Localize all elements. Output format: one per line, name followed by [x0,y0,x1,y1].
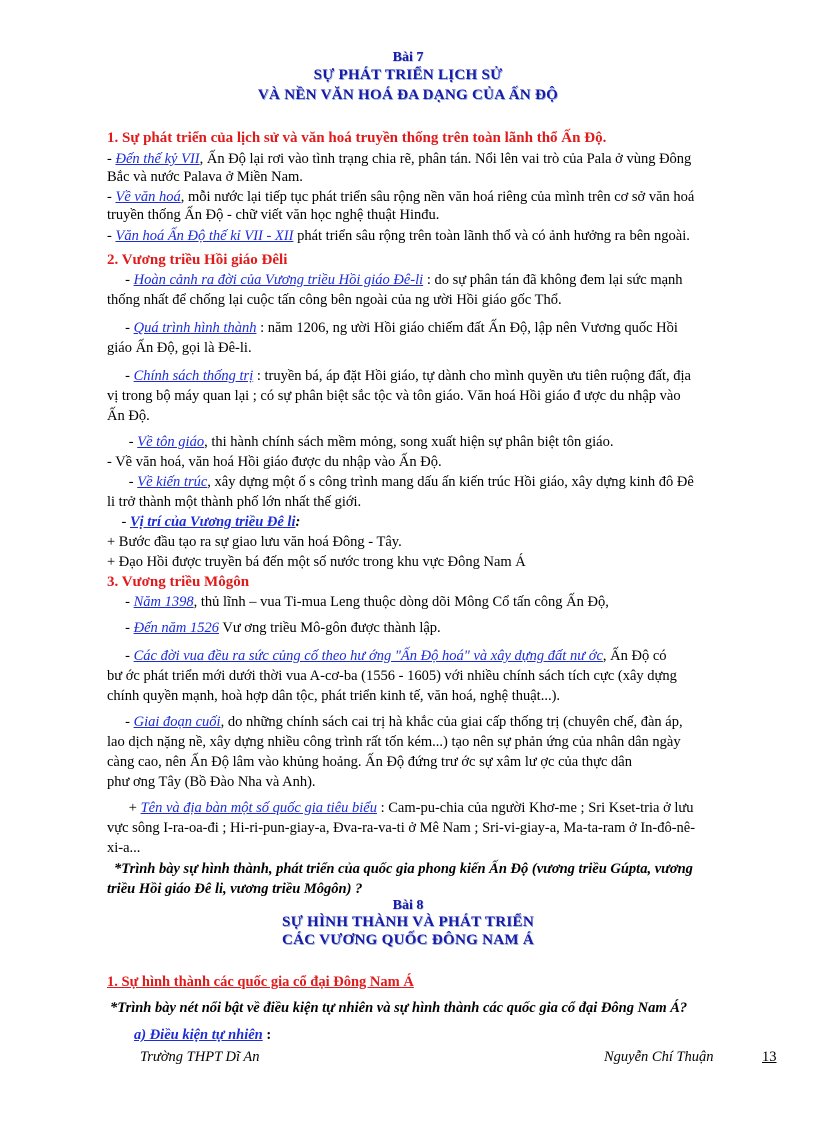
section2-text-3: : truyền bá, áp đặt Hồi giáo, tự dành cho mình quyền ưu tiên ruộng đất, địa [253,368,691,384]
section2-line: Ấn Độ. [107,408,150,424]
section3-paragraph: + Tên và địa bàn một số quốc gia tiêu biểu : Cam-pu-chia của người Khơ-me ; Sri Kset-tria ở lưu [107,800,694,816]
section3-question-line2: triều Hồi giáo Đê li, vương triều Môgôn) ? [107,881,363,897]
section3-line: vực sông I-ra-oa-đi ; Hi-ri-pun-giay-a, Đva-ra-va-ti ở Mê Nam ; Sri-vi-giay-a, Ma-ta-ram ở In-đô-nê- [107,820,696,836]
section2-paragraph: - Vị trí của Vương triều Đê li: [107,514,301,530]
section3-text-2: Vư ơng triều Mô-gôn được thành lập. [218,620,441,636]
section1-text-2: , mỗi nước lại tiếp tục phát triển sâu rộng nền văn hoá riêng của mình trên cơ sở văn hoá [180,189,695,205]
section2-link-5[interactable]: Về kiến trúc [137,474,208,490]
section1-paragraph: - Về văn hoá, mỗi nước lại tiếp tục phát triển sâu rộng nền văn hoá riêng của mình trên cơ sở văn hoá [107,189,695,205]
section1-link-3[interactable]: Văn hoá Ấn Độ thế kỉ VII - XII [115,228,294,244]
lesson8-title-line2: CÁC VƯƠNG QUỐC ĐÔNG NAM Á [281,932,535,948]
lesson8-title-line1: SỰ HÌNH THÀNH VÀ PHÁT TRIỂN [282,914,534,930]
section2-paragraph: - Chính sách thống trị : truyền bá, áp đặt Hồi giáo, tự dành cho mình quyền ưu tiên ruộng đất, địa [107,368,691,384]
footer-page-number: 13 [762,1049,777,1065]
section3-line: chính quyền mạnh, hoà hợp dân tộc, phát triển kinh tế, văn hoá, nghệ thuật...). [107,688,561,704]
section1-heading: 1. Sự phát triển của lịch sử và văn hoá truyền thống trên toàn lãnh thổ Ấn Độ. [107,130,607,146]
section2-paragraph: - Hoàn cảnh ra đời của Vương triều Hồi giáo Đê-li : do sự phân tán đã không đem lại sức mạnh [107,272,683,288]
section2-line: + Bước đầu tạo ra sự giao lưu văn hoá Đông - Tây. [107,534,402,550]
section3-line: càng cao, nên Ấn Độ lâm vào khủng hoảng. Ấn Độ đứng trư ớc sự xâm lư ợc của thực dân [107,754,632,770]
lesson8-heading-text: 1. Sự hình thành các quốc gia cổ đại Đông Nam Á [107,974,414,990]
section1-line: truyền thống Ấn Độ - chữ viết văn học nghệ thuật Hinđu. [107,207,440,223]
section1-line: Bắc và nước Palava ở Miền Nam. [107,169,303,185]
lesson7-title-line1: SỰ PHÁT TRIỂN LỊCH SỬ [313,67,503,83]
section2-paragraph: - Về kiến trúc, xây dựng một ố s công trình mang dấu ấn kiến trúc Hồi giáo, xây dựng kinh đô Đê [107,474,694,490]
section3-link-2[interactable]: Đến năm 1526 [133,620,219,636]
section1-link-2[interactable]: Về văn hoá [115,189,181,205]
section3-link-4[interactable]: Giai đoạn cuối [133,714,221,730]
section3-link-5[interactable]: Tên và địa bàn một số quốc gia tiêu biểu [140,800,377,816]
lesson8-subheading-link[interactable]: a) Điều kiện tự nhiên [134,1027,263,1043]
lesson8-question: *Trình bày nét nổi bật về điều kiện tự nhiên và sự hình thành các quốc gia cổ đại Đông Nam Á? [110,1000,688,1016]
section2-link-6[interactable]: Vị trí của Vương triều Đê li [129,514,296,530]
section2-line: giáo Ấn Độ, gọi là Đê-li. [107,340,252,356]
lesson7-title-line2: VÀ NỀN VĂN HOÁ ĐA DẠNG CỦA ẤN ĐỘ [257,87,559,103]
section3-link-1[interactable]: Năm 1398 [133,594,194,610]
footer-author: Nguyễn Chí Thuận [604,1049,714,1065]
section2-text-7: : [295,514,301,530]
section2-text-6: , xây dựng một ố s công trình mang dấu ấn kiến trúc Hồi giáo, xây dựng kinh đô Đê [207,474,694,490]
section2-link-2[interactable]: Quá trình hình thành [133,320,257,336]
section2-line: + Đạo Hồi được truyền bá đến một số nước trong khu vực Đông Nam Á [107,554,526,570]
section2-text-1: : do sự phân tán đã không đem lại sức mạnh [423,272,683,288]
section2-link-3[interactable]: Chính sách thống trị [133,368,254,384]
section3-link-3[interactable]: Các đời vua đều ra sức củng cố theo hư ớng "Ấn Độ hoá" và xây dựng đất nư ớc [133,648,603,664]
section3-text-5: : Cam-pu-chia của người Khơ-me ; Sri Kset-tria ở lưu [376,800,694,816]
section2-line: vị trong bộ máy quan lại ; có sự phân biệt sắc tộc và tôn giáo. Văn hoá Hồi giáo đ ược du nhập vào [107,388,681,404]
section2-text-4: , thi hành chính sách mềm mỏng, song xuất hiện sự phân biệt tôn giáo. [204,434,614,450]
section2-line: - Về văn hoá, văn hoá Hồi giáo được du nhập vào Ấn Độ. [107,454,442,470]
lesson8-number: Bài 8 [392,898,424,913]
section2-line: thống nhất để chống lại cuộc tấn công bên ngoài của ng ười Hồi giáo gốc Thổ. [107,292,562,308]
section2-paragraph: - Quá trình hình thành : năm 1206, ng ười Hồi giáo chiếm đất Ấn Độ, lập nên Vương quốc Hồi [107,320,678,336]
section3-paragraph: - Đến năm 1526 Vư ơng triều Mô-gôn được thành lập. [107,620,441,636]
section3-text-1: , thủ lĩnh – vua Ti-mua Leng thuộc dòng dõi Mông Cổ tấn công Ấn Độ, [193,594,609,610]
section3-line: phư ơng Tây (Bồ Đào Nha và Anh). [107,774,316,790]
section1-text-3: phát triển sâu rộng trên toàn lãnh thổ và có ảnh hưởng ra bên ngoài. [293,228,690,244]
section1-text-1: , Ấn Độ lại rơi vào tình trạng chia rẽ, phân tán. Nổi lên vai trò của Pala ở vùng Đông [199,151,692,167]
section3-text-3: , Ấn Độ có [602,648,667,664]
section3-question: *Trình bày sự hình thành, phát triển của quốc gia phong kiến Ấn Độ (vương triều Gúpta, vương [114,861,693,877]
section3-line: bư ớc phát triển mới dưới thời vua A-cơ-ba (1556 - 1605) với nhiều chính sách tích cực (xây dựng [107,668,677,684]
section2-link-4[interactable]: Về tôn giáo [137,434,205,450]
section3-paragraph: - Năm 1398, thủ lĩnh – vua Ti-mua Leng thuộc dòng dõi Mông Cổ tấn công Ấn Độ, [107,594,609,610]
section2-link-1[interactable]: Hoàn cảnh ra đời của Vương triều Hồi giáo Đê-li [133,272,424,288]
section2-line: li trở thành một thành phố lớn nhất thế giới. [107,494,362,510]
section1-link-1[interactable]: Đến thế kỷ VII [115,151,200,167]
section1-paragraph: - Đến thế kỷ VII, Ấn Độ lại rơi vào tình trạng chia rẽ, phân tán. Nổi lên vai trò của Pala ở vùng Đông [107,151,692,167]
section2-text-2: : năm 1206, ng ười Hồi giáo chiếm đất Ấn Độ, lập nên Vương quốc Hồi [256,320,678,336]
lesson8-heading [107,972,777,993]
lesson7-number: Bài 7 [392,50,424,65]
section3-heading: 3. Vương triều Môgôn [107,574,250,590]
section3-text-4: , do những chính sách cai trị hà khắc của giai cấp thống trị (chuyên chế, đàn áp, [220,714,683,730]
lesson8-subheading [134,1025,804,1046]
section3-line: xi-a... [107,840,141,856]
section2-heading: 2. Vương triều Hồi giáo Đêli [107,252,288,268]
lesson8-subheading-colon: : [262,1027,272,1043]
section3-paragraph: - Giai đoạn cuối, do những chính sách cai trị hà khắc của giai cấp thống trị (chuyên chế, đàn áp, [107,714,683,730]
section2-paragraph: - Về tôn giáo, thi hành chính sách mềm mỏng, song xuất hiện sự phân biệt tôn giáo. [107,434,614,450]
section1-paragraph: - Văn hoá Ấn Độ thế kỉ VII - XII phát triển sâu rộng trên toàn lãnh thổ và có ảnh hưởng ra bên ngoài. [107,228,690,244]
footer-school: Trường THPT Dĩ An [140,1049,260,1065]
section3-paragraph: - Các đời vua đều ra sức củng cố theo hư ớng "Ấn Độ hoá" và xây dựng đất nư ớc, Ấn Độ có [107,648,667,664]
section3-line: lao dịch nặng nề, xây dựng nhiều công trình rất tốn kém...) tạo nên sự phản ứng của nhân dân ngày [107,734,681,750]
